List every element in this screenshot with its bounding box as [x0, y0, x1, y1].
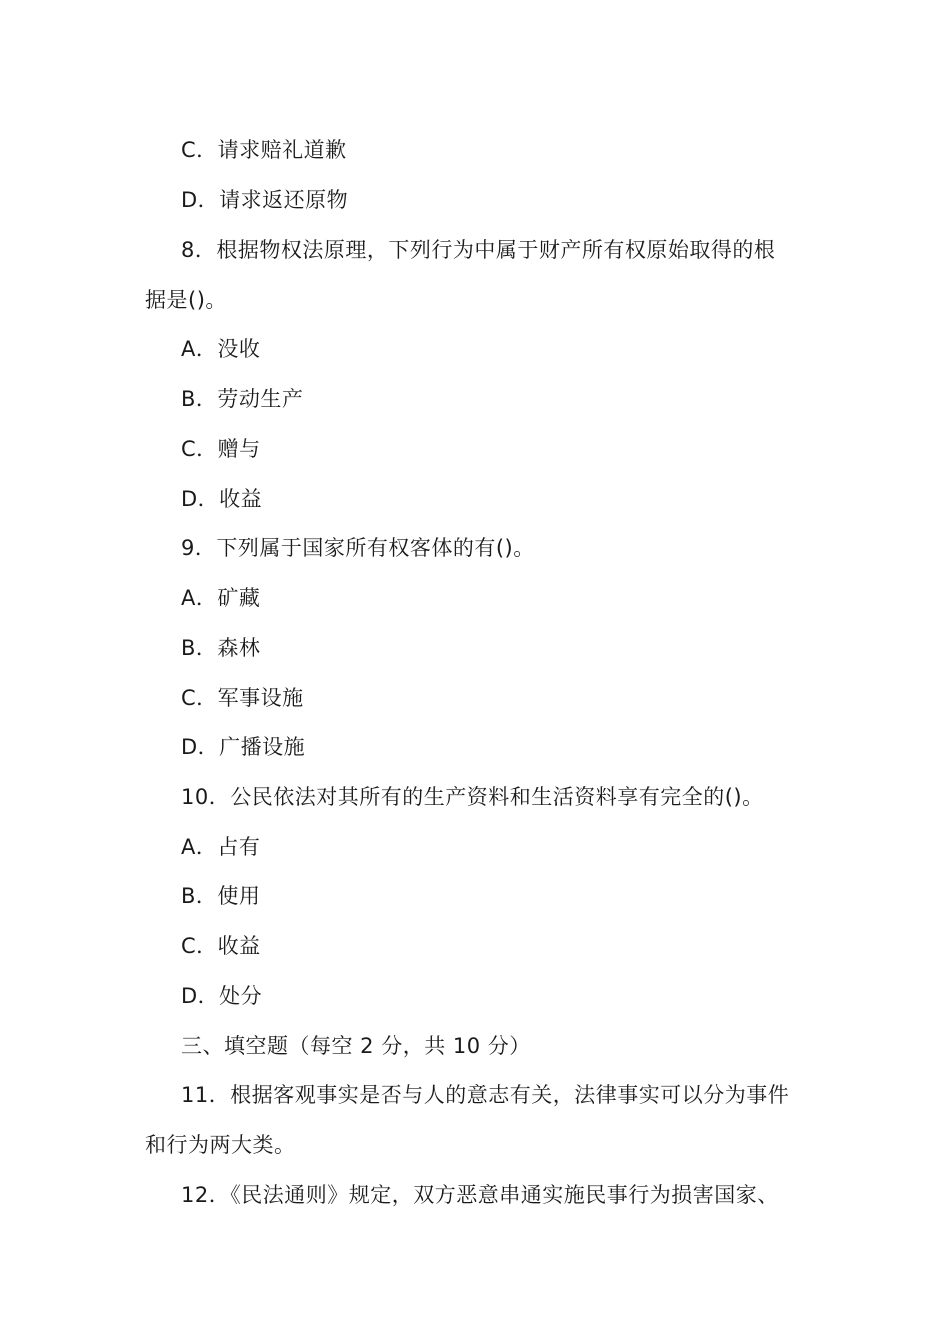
option-10c: C．收益	[181, 934, 261, 958]
option-10a: A．占有	[181, 835, 261, 859]
question-8-cont: 据是()。	[145, 288, 227, 312]
option-9d: D．广播设施	[181, 735, 306, 759]
option-8a: A．没收	[181, 337, 261, 361]
question-11-cont: 和行为两大类。	[145, 1133, 296, 1157]
option-8c: C．赠与	[181, 437, 261, 461]
option-9b: B．森林	[181, 636, 261, 660]
question-8: 8．根据物权法原理，下列行为中属于财产所有权原始取得的根	[181, 238, 776, 262]
option-10b: B．使用	[181, 884, 261, 908]
option-9c: C．军事设施	[181, 686, 304, 710]
section-heading-fill-blank: 三、填空题（每空 2 分，共 10 分）	[181, 1034, 531, 1058]
option-9a: A．矿藏	[181, 586, 261, 610]
option-8b: B．劳动生产	[181, 387, 304, 411]
option-7d: D．请求返还原物	[181, 188, 349, 212]
option-8d: D．收益	[181, 487, 263, 511]
option-10d: D．处分	[181, 984, 263, 1008]
option-7c: C．请求赔礼道歉	[181, 138, 347, 162]
question-12: 12．《民法通则》规定，双方恶意串通实施民事行为损害国家、	[181, 1183, 779, 1207]
question-10: 10．公民依法对其所有的生产资料和生活资料享有完全的()。	[181, 785, 764, 809]
question-9: 9．下列属于国家所有权客体的有()。	[181, 536, 535, 560]
question-11: 11．根据客观事实是否与人的意志有关，法律事实可以分为事件	[181, 1083, 790, 1107]
